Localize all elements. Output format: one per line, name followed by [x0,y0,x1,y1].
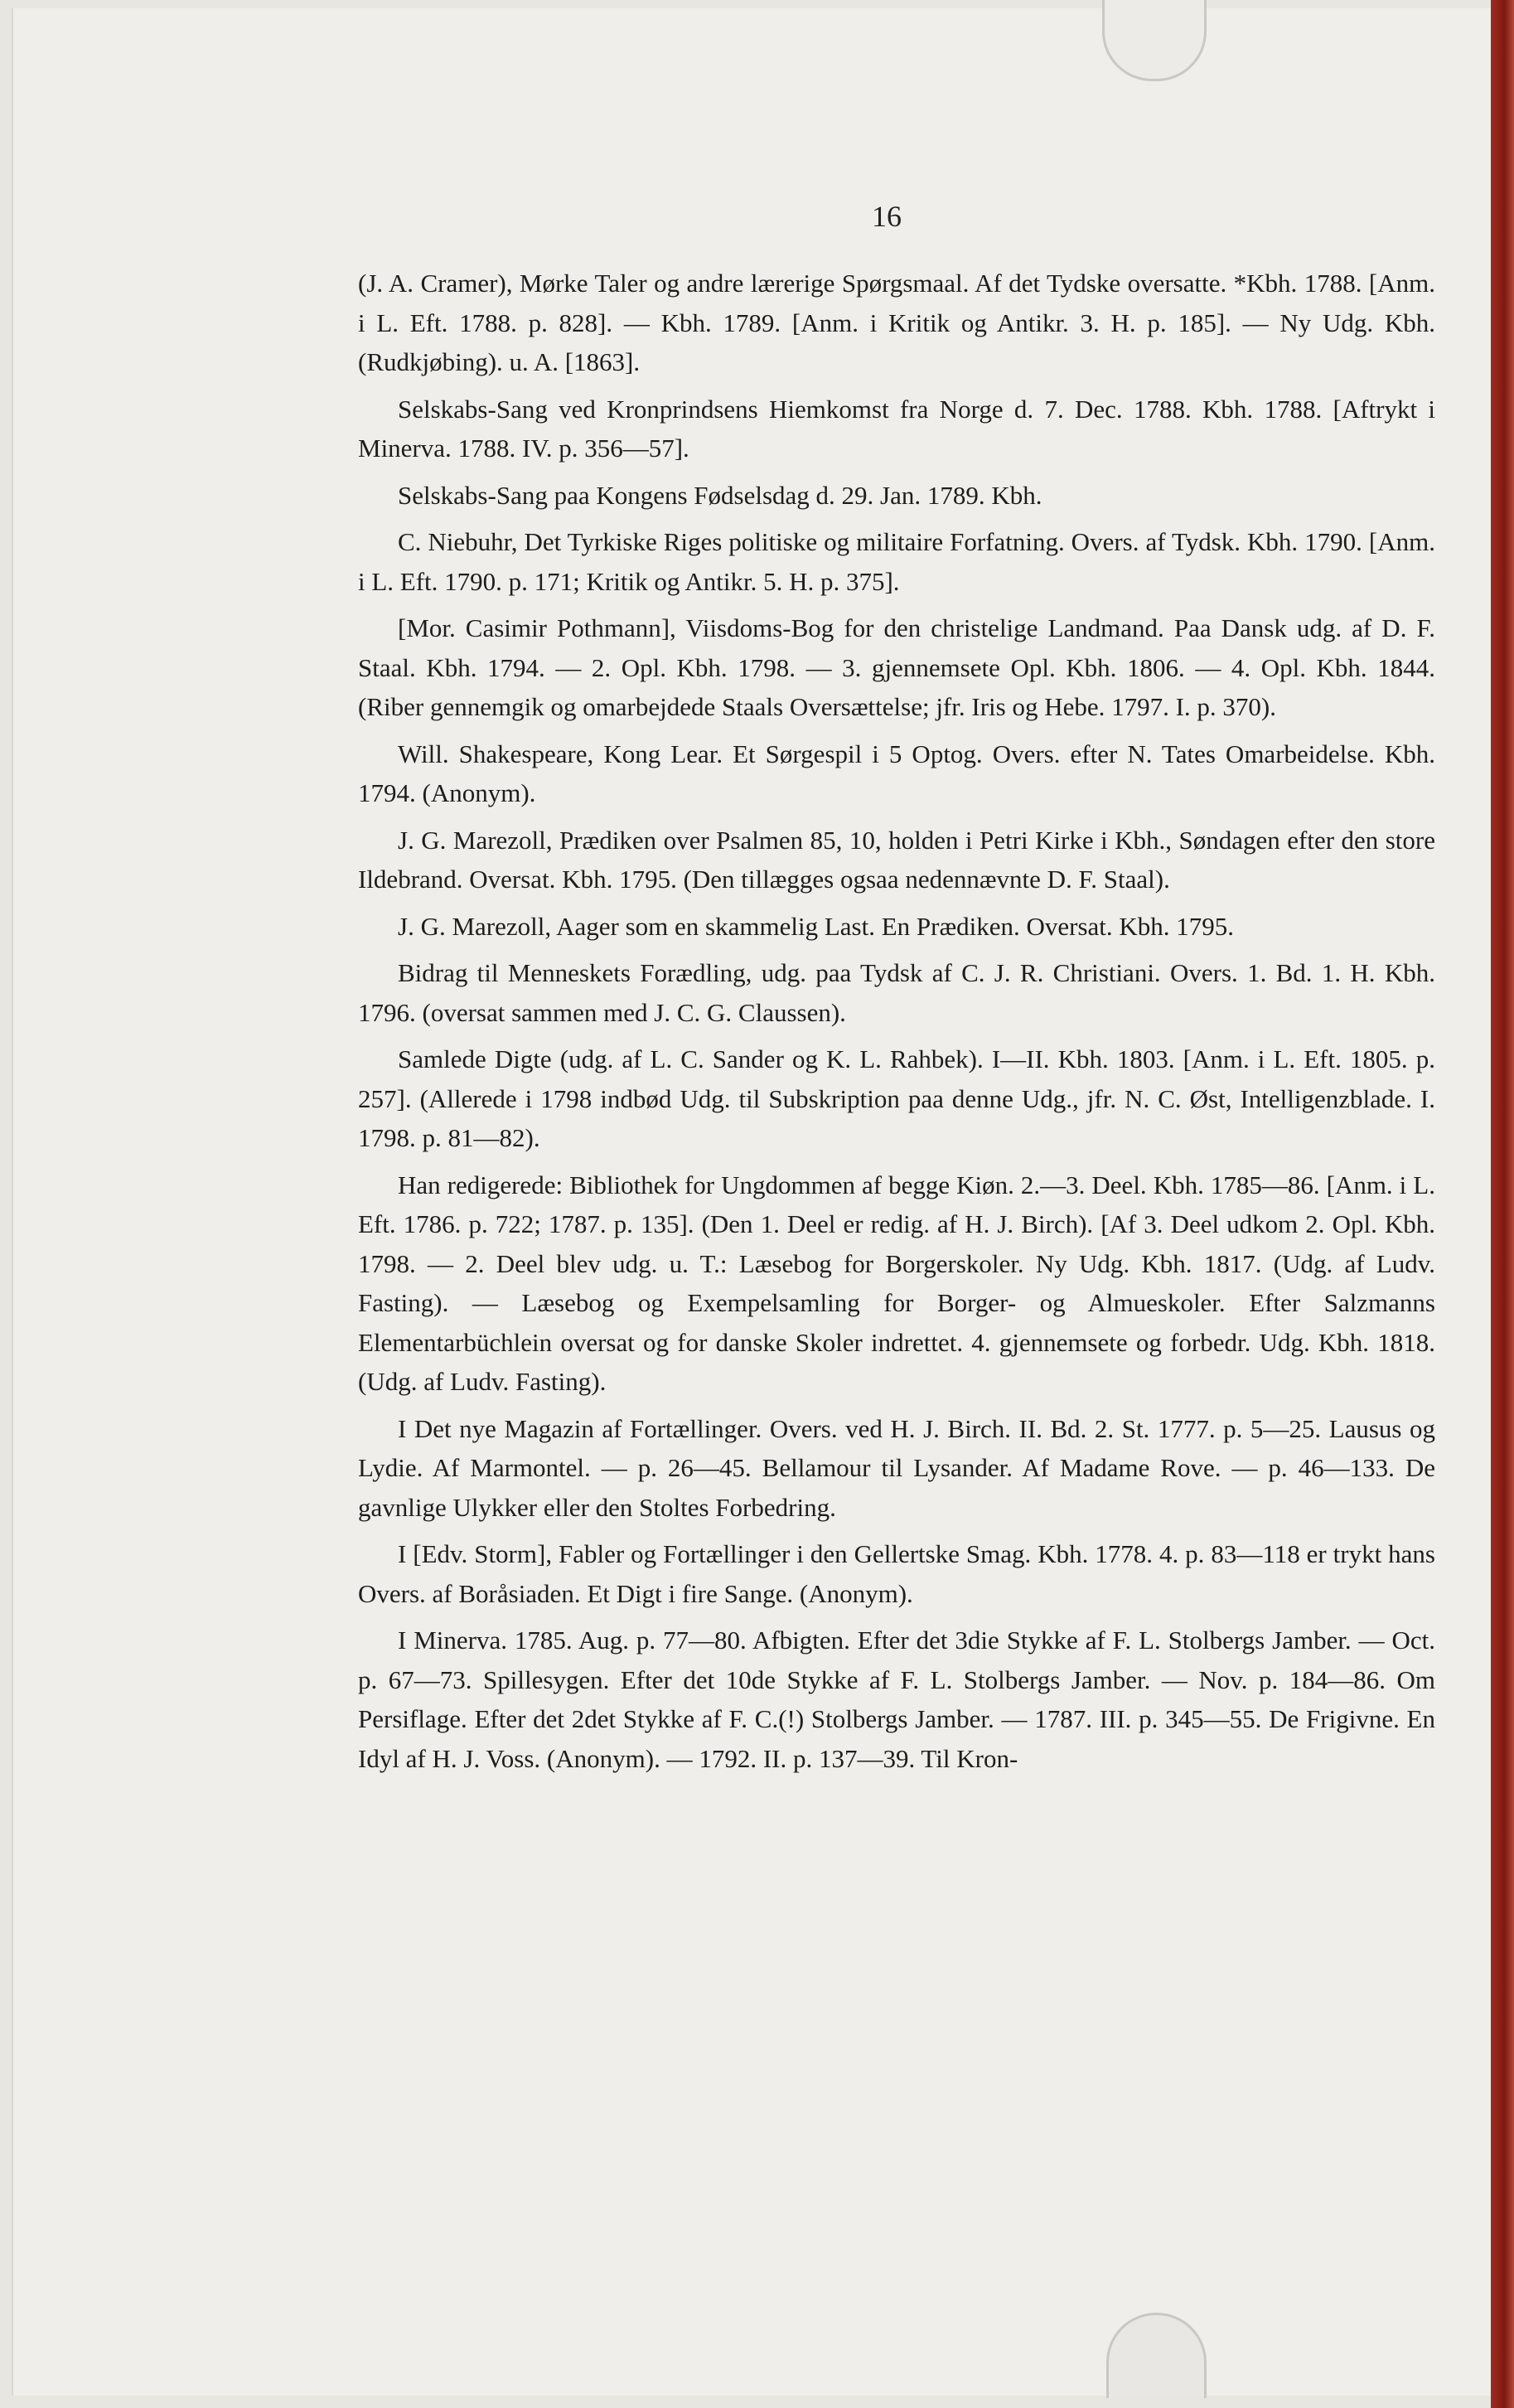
entry-selskabs-sang-kongens: Selskabs-Sang paa Kongens Fødselsdag d. 29. Jan. 1789. Kbh. [398,480,1042,510]
binding-edge [1491,0,1514,2408]
entry-samlede-digte: Samlede Digte (udg. af L. C. Sander og K. L. Rahbek). I—II. Kbh. 1803. [Anm. i L. Eft. 1805. p. 257]. (Allerede i 1798 indbød Udg. til Subskription paa denne Udg., jfr. N. C. Øst, Intelligenzblade. I. 1798. p. 81—82). [358,1044,1435,1152]
entry-shakespeare: Will. Shakespeare, Kong Lear. Et Sørgespil i 5 Optog. Overs. efter N. Tates Omarbeidelse. Kbh. 1794. (Anonym). [358,739,1435,807]
entry-marezoll-praediken: J. G. Marezoll, Prædiken over Psalmen 85, 10, holden i Petri Kirke i Kbh., Søndagen efter den store Ildebrand. Oversat. Kbh. 1795. (Den tillægges ogsaa nedennævnte D. F. Staal). [358,825,1435,894]
page-number: 16 [872,200,902,233]
entry-selskabs-sang-kronprinds: Selskabs-Sang ved Kronprindsens Hiemkomst fra Norge d. 7. Dec. 1788. Kbh. 1788. [Aftrykt i Minerva. 1788. IV. p. 356—57]. [358,394,1435,463]
entry-marezoll-aager: J. G. Marezoll, Aager som en skammelig Last. En Prædiken. Oversat. Kbh. 1795. [398,911,1235,941]
entry-niebuhr: C. Niebuhr, Det Tyrkiske Riges politiske og militaire Forfatning. Overs. af Tydsk. Kbh. 1790. [Anm. i L. Eft. 1790. p. 171; Kritik og Antikr. 5. H. p. 375]. [358,527,1435,596]
entry-cramer: (J. A. Cramer), Mørke Taler og andre lærerige Spørgsmaal. Af det Tydske oversatte. *Kbh. 1788. [Anm. i L. Eft. 1788. p. 828]. — Kbh. 1789. [Anm. i Kritik og Antikr. 3. H. p. 185]. — Ny Udg. Kbh. (Rudkjøbing). u. A. [1863]. [358,269,1435,376]
bibliography-text [358,264,1435,1785]
entry-minerva: I Minerva. 1785. Aug. p. 77—80. Afbigten. Efter det 3die Stykke af F. L. Stolbergs Jamber. — Oct. p. 67—73. Spillesygen. Efter det 10de Stykke af F. L. Stolbergs Jamber. — Nov. p. 184—86. Om Persiflage. Efter det 2det Stykke af F. C.(!) Stolbergs Jamber. — 1787. III. p. 345—55. De Frigivne. En Idyl af H. J. Voss. (Anonym). — 1792. II. p. 137—39. Til Kron- [358,1626,1435,1773]
entry-magazin: I Det nye Magazin af Fortællinger. Overs. ved H. J. Birch. II. Bd. 2. St. 1777. p. 5—25. Lausus og Lydie. Af Marmontel. — p. 26—45. Bellamour til Lysander. Af Madame Rove. — p. 46—133. De gavnlige Ulykker eller den Stoltes Forbedring. [358,1413,1435,1522]
entry-storm: I [Edv. Storm], Fabler og Fortællinger i den Gellertske Smag. Kbh. 1778. 4. p. 83—118 er trykt hans Overs. af Boråsiaden. Et Digt i fire Sange. (Anonym). [358,1539,1435,1608]
entry-bidrag: Bidrag til Menneskets Forædling, udg. paa Tydsk af C. J. R. Christiani. Overs. 1. Bd. 1. H. Kbh. 1796. (oversat sammen med J. C. G. Claussen). [358,958,1435,1027]
entry-pothmann: [Mor. Casimir Pothmann], Viisdoms-Bog for den christelige Landmand. Paa Dansk udg. af D. F. Staal. Kbh. 1794. — 2. Opl. Kbh. 1798. — 3. gjennemsete Opl. Kbh. 1806. — 4. Opl. Kbh. 1844. (Riber gennemgik og omarbejdede Staals Oversættelse; jfr. Iris og Hebe. 1797. I. p. 370). [358,613,1435,721]
entry-redigerede: Han redigerede: Bibliothek for Ungdommen af begge Kiøn. 2.—3. Deel. Kbh. 1785—86. [Anm. i L. Eft. 1786. p. 722; 1787. p. 135]. (Den 1. Deel er redig. af H. J. Birch). [Af 3. Deel udkom 2. Opl. Kbh. 1798. — 2. Deel blev udg. u. T.: Læsebog for Borgerskoler. Ny Udg. Kbh. 1817. (Udg. af Ludv. Fasting). — Læsebog og Exempelsamling for Borger- og Almueskoler. Efter Salzmanns Elementarbüchlein oversat og for danske Skoler indrettet. 4. gjennemsete og forbedr. Udg. Kbh. 1818. (Udg. af Ludv. Fasting). [358,1170,1435,1396]
